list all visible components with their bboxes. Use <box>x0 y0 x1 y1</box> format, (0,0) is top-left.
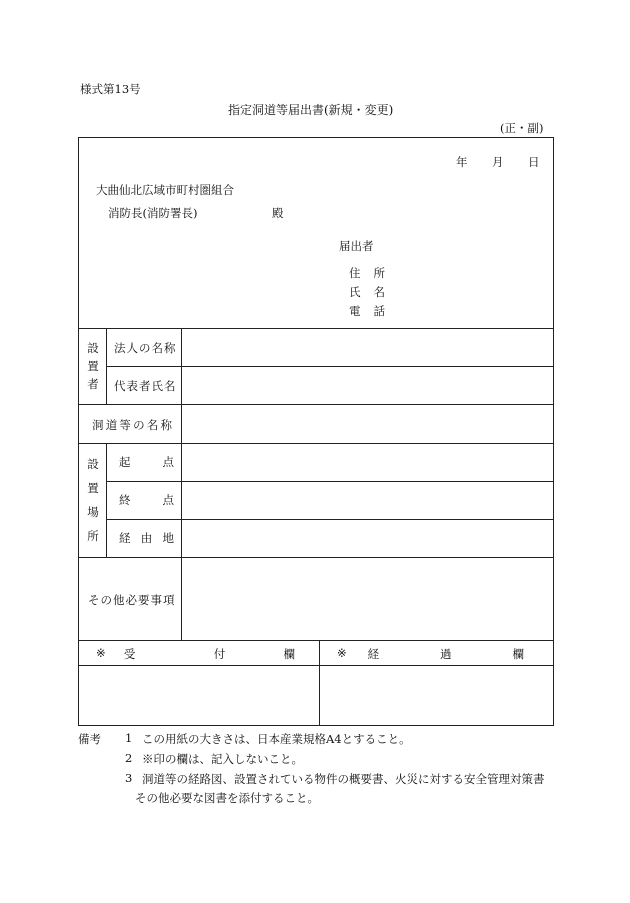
end-point-field[interactable] <box>189 483 551 518</box>
rule-location-group <box>106 443 107 557</box>
tunnel-name-label: 洞 道 等 の 名 称 <box>92 418 172 432</box>
rule-installer-top <box>79 328 553 329</box>
form-title: 指定洞道等届出書(新規・変更) <box>228 103 394 117</box>
installer-group-label: 設 置 者 <box>87 341 99 391</box>
start-point-field[interactable] <box>189 445 551 480</box>
applicant-phone-label: 電 話 <box>349 304 385 318</box>
other-matters-label: その他必要事項 <box>88 593 176 607</box>
rule-installer-group <box>106 328 107 404</box>
rule-other-top <box>79 557 553 558</box>
applicant-label: 届出者 <box>339 239 374 253</box>
applicant-address-label: 住 所 <box>349 266 385 280</box>
form-table <box>78 137 554 726</box>
other-matters-field[interactable] <box>189 559 551 638</box>
copy-type: (正・副) <box>500 121 544 135</box>
reception-header: ※ 受 付 欄 <box>96 646 295 661</box>
remark-text: 洞道等の経路図、設置されている物件の概要書、火災に対する安全管理対策書 <box>142 772 545 786</box>
progress-header: ※ 経 過 欄 <box>337 646 524 661</box>
reception-field <box>80 666 318 724</box>
date-day: 日 <box>528 155 540 169</box>
corp-name-label: 法人の名称 <box>114 341 177 355</box>
rule-tunnel-top <box>79 404 553 405</box>
form-number: 様式第13号 <box>80 82 141 96</box>
rule-reception-top <box>79 640 553 641</box>
remark-number: 3 <box>125 771 133 785</box>
tunnel-name-field[interactable] <box>189 406 551 441</box>
corp-name-field[interactable] <box>189 330 551 365</box>
remark-number: 1 <box>125 731 133 745</box>
rule-installer-mid <box>106 366 553 367</box>
rule-label-column <box>181 328 182 640</box>
remarks-label: 備考 <box>78 732 101 746</box>
remark-number: 2 <box>125 751 133 765</box>
remark-text: この用紙の大きさは、日本産業規格A4とすること。 <box>142 732 411 746</box>
addressee-position: 消防長(消防署長) <box>108 206 198 220</box>
rep-name-field[interactable] <box>189 368 551 403</box>
progress-field <box>320 666 552 724</box>
rule-location-mid1 <box>106 481 553 482</box>
date-year: 年 <box>456 155 468 169</box>
addressee-honorific: 殿 <box>272 206 284 220</box>
rep-name-label: 代表者氏名 <box>114 379 177 393</box>
rule-location-top <box>79 443 553 444</box>
date-month: 月 <box>492 155 504 169</box>
applicant-name-label: 氏 名 <box>349 285 385 299</box>
rule-location-mid2 <box>106 519 553 520</box>
remark-continuation: その他必要な図書を添付すること。 <box>135 791 319 805</box>
via-point-label: 経 由 地 <box>119 531 174 545</box>
location-group-label: 設 置 場 所 <box>87 457 99 543</box>
remark-text: ※印の欄は、記入しないこと。 <box>142 752 303 766</box>
addressee-organization: 大曲仙北広域市町村圏組合 <box>96 183 234 197</box>
end-point-label: 終 点 <box>119 493 174 507</box>
via-point-field[interactable] <box>189 521 551 556</box>
start-point-label: 起 点 <box>119 455 174 469</box>
